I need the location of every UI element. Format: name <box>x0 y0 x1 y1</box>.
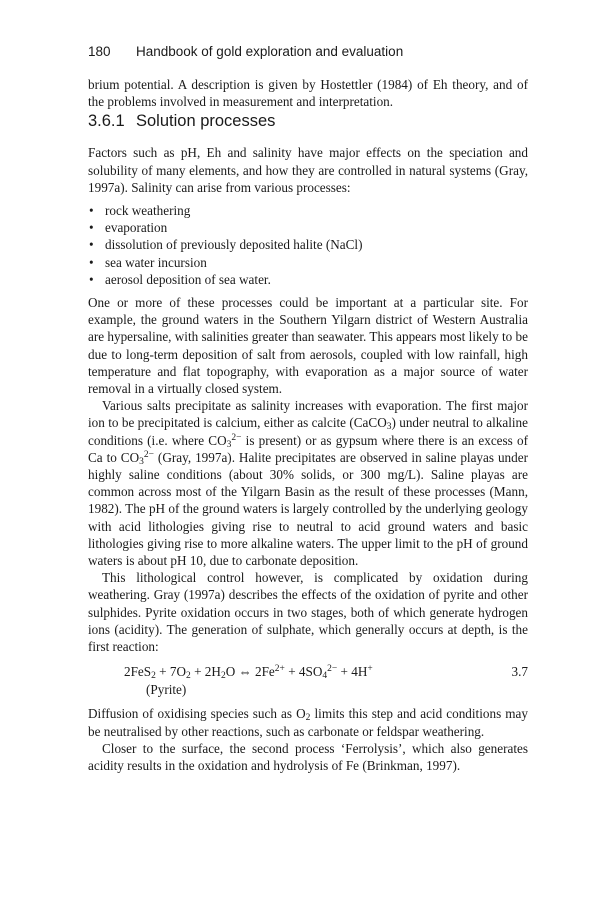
list-item <box>88 236 528 253</box>
bullet-marker: • <box>89 254 94 270</box>
list-item <box>88 254 528 271</box>
paragraph-yilgarn: One or more of these processes could be important at a particular site. For example, the ground waters in the Southern Yilgarn district of Western Australia are hypersaline, with salinities greater than seawater. This appears most likely to be due to long-term deposition of salt from aerosols, coupled with low rainfall, high temperature and flat topography, with evaporation as a major source of water removal in a virtually closed system. <box>88 295 528 397</box>
list-item-text: dissolution of previously deposited halite (NaCl) <box>105 237 363 253</box>
list-item <box>88 271 528 288</box>
list-item <box>88 219 528 236</box>
bullet-marker: • <box>89 271 94 287</box>
bullet-marker: • <box>89 203 94 219</box>
running-title: Handbook of gold exploration and evaluation <box>136 44 404 59</box>
equation-3-7 <box>88 661 528 701</box>
page-number: 180 <box>88 44 111 59</box>
section-heading <box>88 110 528 132</box>
list-item-text: evaporation <box>105 220 168 236</box>
equation-formula: $2FeS_2 + 7O_2 + 2H_2O$ ⇔ $2Fe^{2+} + 4SO_4^{2-} + 4H^+$ <box>124 664 373 682</box>
list-item-text: rock weathering <box>105 203 191 219</box>
bullet-marker: • <box>89 220 94 236</box>
paragraph-diffusion: Diffusion of oxidising species such as $O_2$ limits this step and acid conditions may be neutralised by other reactions, such as carbonate or feldspar weathering. <box>88 706 528 739</box>
intro-paragraph: brium potential. A description is given by Hostettler (1984) of Eh theory, and of the problems involved in measurement and interpretation. <box>88 77 528 110</box>
paragraph-salts: Various salts precipitate as salinity increases with evaporation. The first major ion to be precipitated is calcium, either as calcite (CaCO$_3$) under neutral to alkaline conditions (i.e. where $CO_3^{2-}$ is present) or as gypsum where there is an excess of Ca to $CO_3^{2-}$ (Gray, 1997a). Halite precipitates are observed in saline playas under highly saline conditions (about 30% solids, or 300 mg/L). Saline playas are common across most of the Yilgarn Basin as the result of these processes (Mann, 1982). The pH of the ground waters is largely controlled by the underlying geology with acid lithologies giving rise to neutral to acid ground waters and basic lithologies giving rise to more alkaline waters. The upper limit to the pH of ground waters is about pH 10, due to carbonate deposition. <box>88 398 528 569</box>
bullet-marker: • <box>89 237 94 253</box>
salinity-process-list <box>88 202 528 288</box>
equation-label: (Pyrite) <box>146 682 187 698</box>
paragraph-factors: Factors such as pH, Eh and salinity have major effects on the speciation and solubility of many elements, and how they are controlled in natural systems (Gray, 1997a). Salinity can arise from various processes: <box>88 145 528 195</box>
running-header <box>88 44 528 62</box>
page-body <box>88 76 528 774</box>
paragraph-lithological-control: This lithological control however, is complicated by oxidation during weathering. Gray (1997a) describes the effects of the oxidation of pyrite and other sulphides. Pyrite oxidation occurs in two stages, both of which generate hydrogen ions (acidity). The generation of sulphate, which generally occurs at depth, is the first reaction: <box>88 570 528 655</box>
list-item-text: aerosol deposition of sea water. <box>105 271 271 287</box>
section-title: Solution processes <box>136 112 276 131</box>
paragraph-ferrolysis: Closer to the surface, the second process ‘Ferrolysis’, which also generates acidity results in the oxidation and hydrolysis of Fe (Brinkman, 1997). <box>88 740 528 773</box>
list-item-text: sea water incursion <box>105 254 207 270</box>
equation-number: 3.7 <box>511 664 528 680</box>
section-number: 3.6.1 <box>88 112 125 131</box>
list-item <box>88 202 528 219</box>
